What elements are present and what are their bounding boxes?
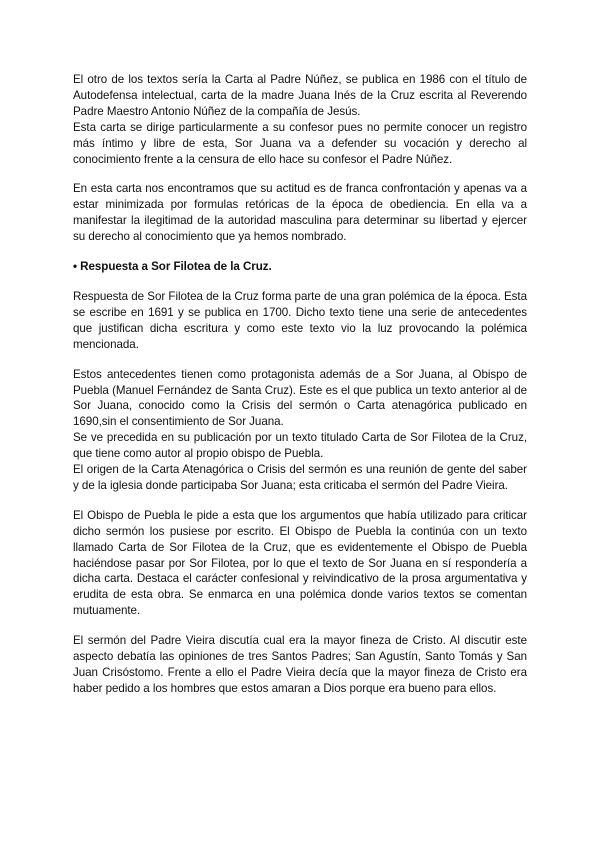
paragraph-line: El otro de los textos sería la Carta al Padre Núñez, se publica en 1986 con el título de Autodefensa intelectual, carta de la madre Juana Inés de la Cruz escrita al Reverendo Padre Maestro Antonio Núñez de la compañía de Jesús. <box>73 73 527 118</box>
paragraph-gap <box>73 353 527 367</box>
paragraph-obispo <box>73 508 527 619</box>
paragraph-line: En esta carta nos encontramos que su actitud es de franca confrontación y apenas va a estar minimizada por formulas retóricas de la época de obediencia. En ella va a manifestar la ilegitimad de la autoridad masculina para determinar su libertad y ejercer su derecho al conocimiento que ya hemos nombrado. <box>73 182 527 244</box>
paragraph-line: El Obispo de Puebla le pide a esta que los argumentos que había utilizado para criticar dicho sermón los pusiese por escrito. El Obispo de Puebla la continúa con un texto llamado Carta de Sor Filotea de la Cruz, que es evidentemente el Obispo de Puebla haciéndose pasar por Sor Filotea, por lo que el texto de Sor Juana en sí respondería a dicha carta. Destaca el carácter confesional y reivindicativo de la prosa argumentativa y erudita de esta obra. Se enmarca en una polémica donde varios textos se comentan mutuamente. <box>73 508 527 618</box>
paragraph-carta-nunez <box>73 72 527 167</box>
paragraph-gap <box>73 167 527 181</box>
paragraph-gap <box>73 494 527 508</box>
paragraph-sermon-vieira <box>73 633 527 697</box>
paragraph-gap <box>73 245 527 259</box>
paragraph-line: El sermón del Padre Vieira discutía cual era la mayor fineza de Cristo. Al discutir este aspecto debatía las opiniones de tres Santos Padres; San Agustín, Santo Tomás y San Juan Crisóstomo. Frente a ello el Padre Vieira decía que la mayor fineza de Cristo era haber pedido a los hombres que estos amaran a Dios porque era bueno para ellos. <box>73 634 527 695</box>
paragraph-line: Respuesta de Sor Filotea de la Cruz forma parte de una gran polémica de la época. Esta se escribe en 1691 y se publica en 1700. Dicho texto tiene una serie de antecedentes que justifican dicha escritura y como este texto vio la luz provocando la polémica mencionada. <box>73 289 527 351</box>
paragraph-line: Esta carta se dirige particularmente a su confesor pues no permite conocer un registro más íntimo y libre de esta, Sor Juana va a defender su vocación y derecho al conocimiento frente a la censura de ello hace su confesor el Padre Núñez. <box>73 120 527 166</box>
document-body <box>73 72 527 697</box>
paragraph-line: Se ve precedida en su publicación por un texto titulado Carta de Sor Filotea de la Cruz, que tiene como autor al propio obispo de Puebla. <box>73 431 527 461</box>
paragraph-gap <box>73 275 527 289</box>
paragraph-antecedentes <box>73 367 527 494</box>
paragraph-confrontacion <box>73 181 527 245</box>
paragraph-gap <box>73 619 527 633</box>
paragraph-respuesta <box>73 289 527 353</box>
paragraph-line: El origen de la Carta Atenagórica o Crisis del sermón es una reunión de gente del saber y de la iglesia donde participaba Sor Juana; esta criticaba el sermón del Padre Vieira. <box>73 463 527 492</box>
section-heading: • Respuesta a Sor Filotea de la Cruz. <box>73 260 272 274</box>
paragraph-line: Estos antecedentes tienen como protagonista además de a Sor Juana, al Obispo de Puebla (Manuel Fernández de Santa Cruz). Este es el que publica un texto anterior al de Sor Juana, conocido como la Crisis del sermón o Carta atenagórica publicado en 1690,sin el consentimiento de Sor Juana. <box>73 367 527 429</box>
